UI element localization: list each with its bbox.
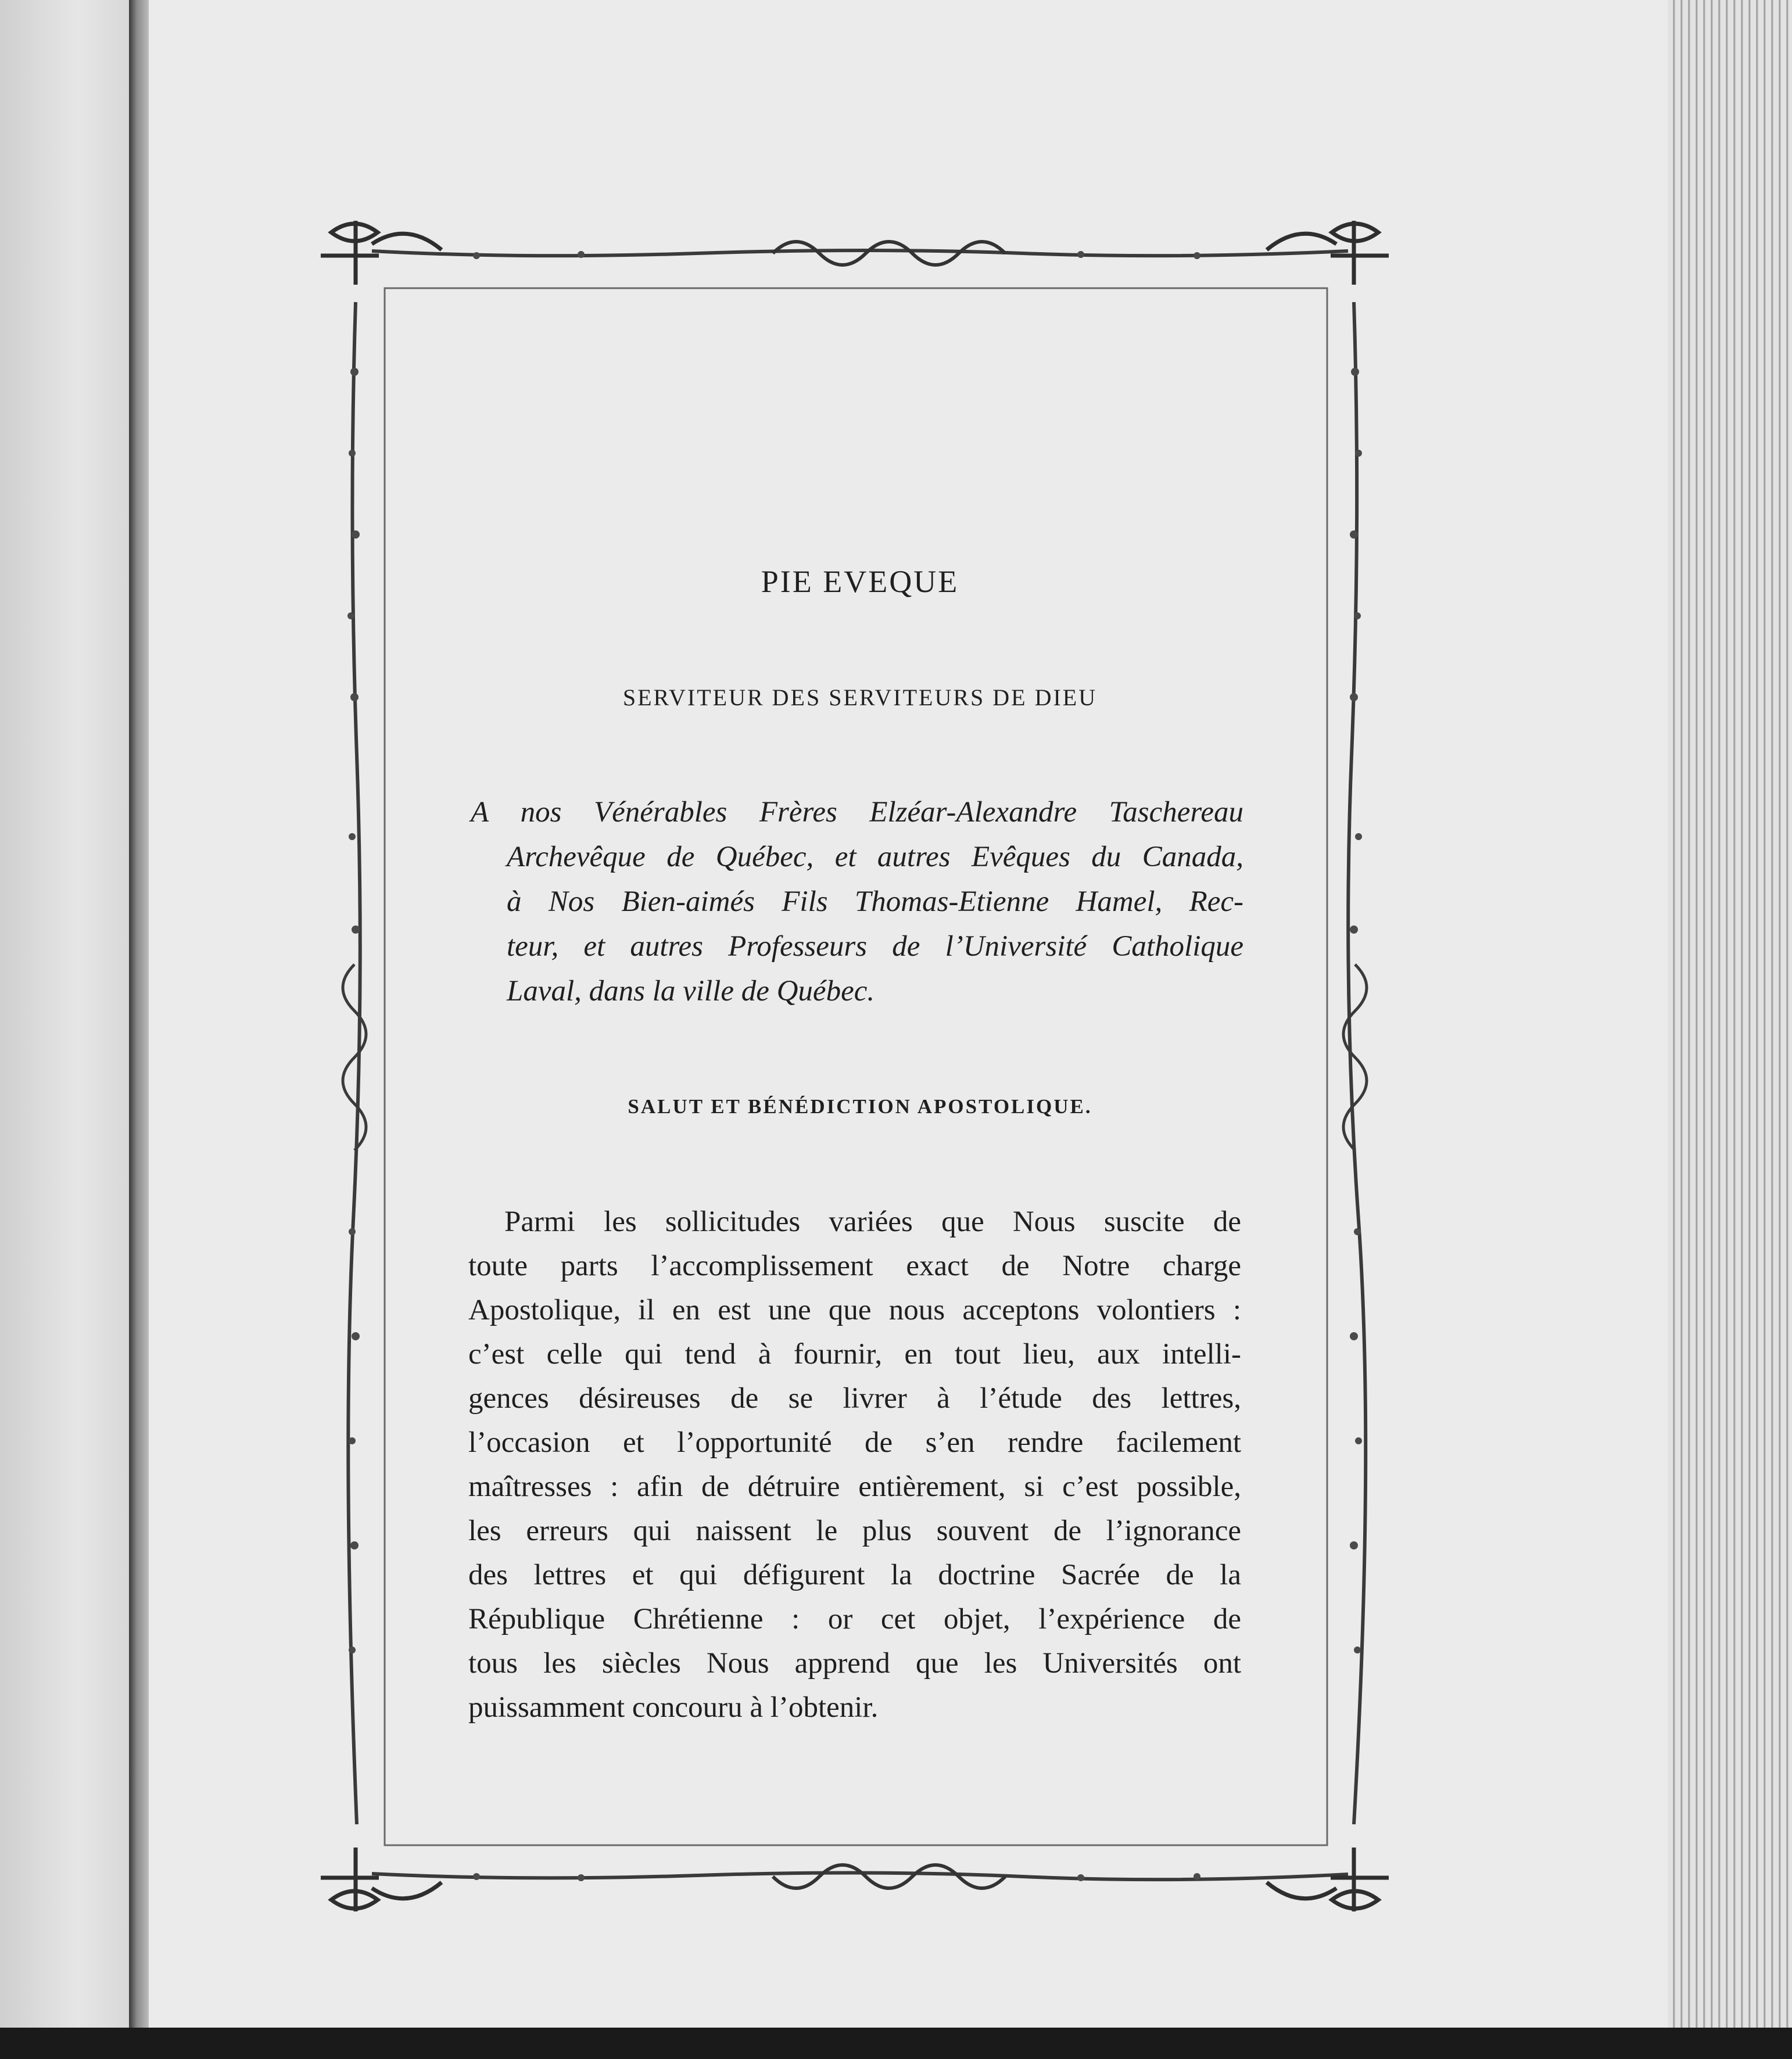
body-line: les erreurs qui naissent le plus souvent de l’ignorance — [468, 1515, 1241, 1547]
body-line: tous les siècles Nous apprend que les Universités ont — [468, 1647, 1241, 1680]
body-line: Parmi les sollicitudes variées que Nous suscite de — [504, 1206, 1241, 1238]
body-line: Apostolique, il en est une que nous acceptons volontiers : — [468, 1294, 1241, 1326]
border-bottom-vine — [372, 1873, 1348, 1879]
body-line: toute parts l’accomplissement exact de Notre charge — [468, 1250, 1241, 1282]
body-line: c’est celle qui tend à fournir, en tout lieu, aux intelli- — [468, 1338, 1241, 1371]
body-line: des lettres et qui défigurent la doctrine Sacrée de la — [468, 1559, 1241, 1591]
document-subtitle: SERVITEUR DES SERVITEURS DE DIEU — [622, 684, 1098, 711]
address-block — [471, 790, 1243, 1014]
body-line: gences désireuses de se livrer à l’étude des lettres, — [468, 1382, 1241, 1415]
address-line: Archevêque de Québec, et autres Evêques du Canada, — [507, 841, 1243, 873]
address-line: A nos Vénérables Frères Elzéar-Alexandre Taschereau — [471, 796, 1243, 828]
address-line: teur, et autres Professeurs de l’Université Catholique — [507, 930, 1243, 963]
body-line: maîtresses : afin de détruire entièrement, si c’est possible, — [468, 1470, 1241, 1503]
address-line: Laval, dans la ville de Québec. — [507, 975, 875, 1007]
document-title: PIE EVEQUE — [761, 564, 959, 599]
body-line: République Chrétienne : or cet objet, l’expérience de — [468, 1603, 1241, 1635]
border-right-vine — [1348, 302, 1365, 1824]
body-paragraph — [468, 1200, 1241, 1730]
body-line: puissamment concouru à l’obtenir. — [468, 1691, 879, 1724]
body-line: l’occasion et l’opportunité de s’en rendre facilement — [468, 1426, 1241, 1459]
salutation: SALUT ET BÉNÉDICTION APOSTOLIQUE. — [628, 1095, 1092, 1118]
address-line: à Nos Bien-aimés Fils Thomas-Etienne Hamel, Rec- — [507, 885, 1243, 918]
border-top-vine — [372, 250, 1348, 256]
